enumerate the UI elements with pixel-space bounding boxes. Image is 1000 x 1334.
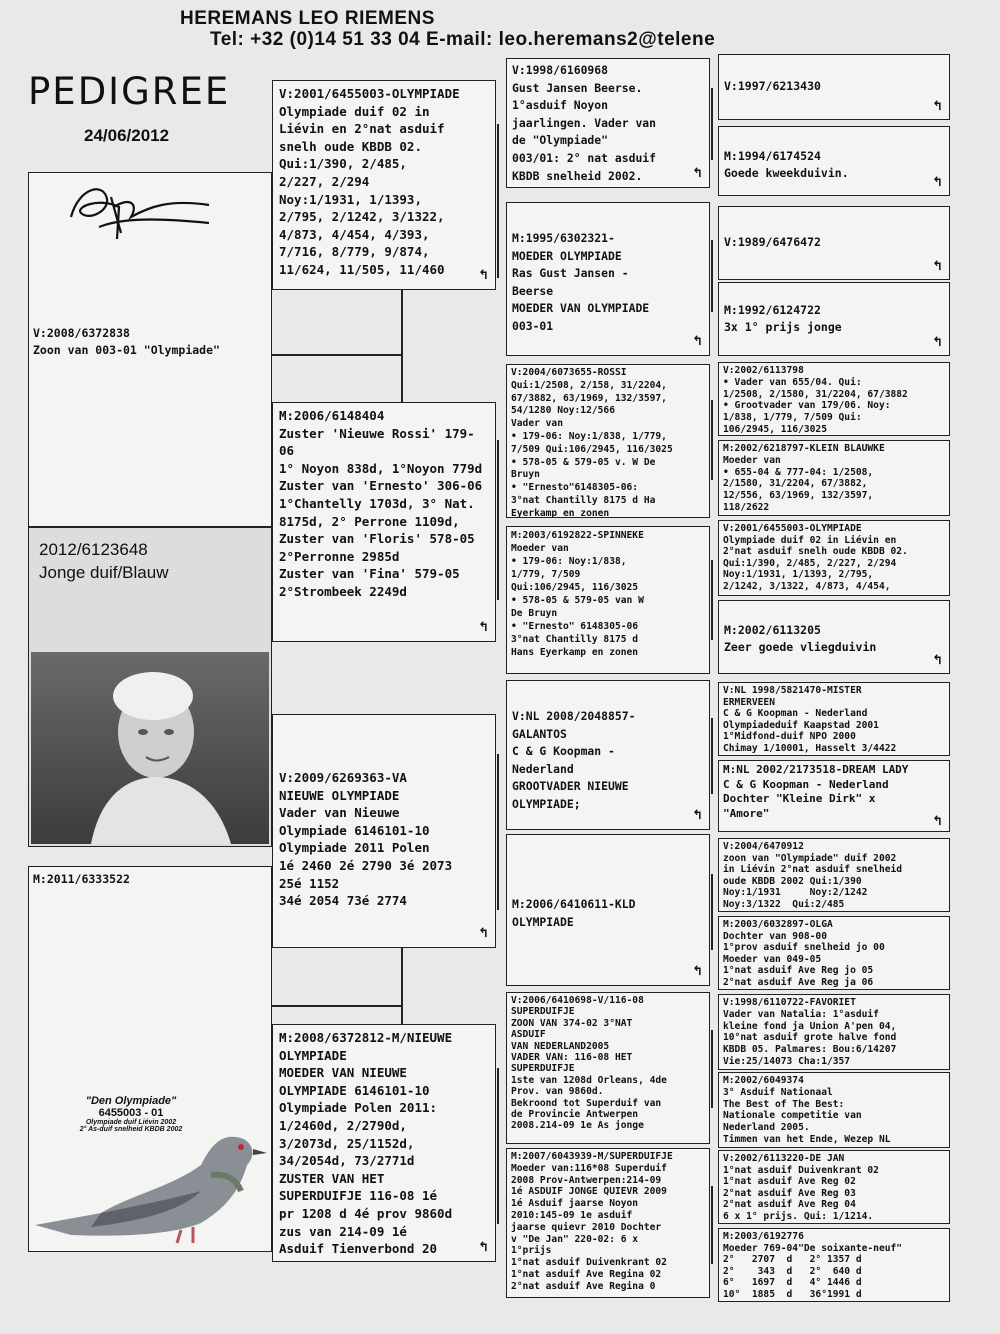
gen4-text-10: M:NL 2002/2173518-DREAM LADY C & G Koopman - Nederland Dochter "Kleine Dirk" x "Amore" — [723, 763, 909, 820]
connector-mark: ↰ — [932, 653, 943, 668]
dove-caption-line2: 2° As-duif snelheid KBDB 2002 — [79, 1126, 183, 1133]
gen3-text-4: M:2003/6192822-SPINNEKE Moeder van • 179-06: Noy:1/838, 1/779, 7/509 Qui:106/2945, 116/3025 • 578-05 & 579-05 van W De Bruyn • "Ernesto" 6148305-06 3°nat Chantilly 8175 d Hans Eyerkamp en zonen — [511, 530, 644, 658]
gen3-box-2 — [506, 202, 710, 356]
connector — [497, 440, 499, 600]
connector — [711, 718, 713, 794]
connector-mark: ↰ — [932, 259, 943, 274]
sire-sire-text: V:2001/6455003-OLYMPIADE Olympiade duif 02 in Liévin en 2°nat asduif snelh oude KBDB 02. Qui:1/390, 2/485, 2/227, 2/294 Noy:1/1931, 1/1393, 2/795, 2/1242, 3/1322, 4/873, 4/454, 4/393, 7/716, 8/779, 9/874, 11/624, 11/505, 11/460 — [279, 86, 460, 277]
connector-mark: ↰ — [692, 808, 703, 824]
gen3-text-3: V:2004/6073655-ROSSI Qui:1/2508, 2/158, 31/2204, 67/3882, 63/1969, 132/3597, 54/1280 Noy:12/566 Vader van • 179-06: Noy:1/838, 1/779, 7/509 Qui:106/2945, 116/3025 • 578-05 & 579-05 v. W De Bruyn • "Ernesto"6148305-06: 3°nat Chantilly 8175 d Ha Eyerkamp en zonen — [511, 367, 673, 518]
gen3-box-4 — [506, 526, 710, 674]
dove-illustration — [31, 1095, 271, 1245]
gen3-box-7 — [506, 992, 710, 1144]
gen4-box-1 — [718, 54, 950, 120]
gen3-text-6: M:2006/6410611-KLD OLYMPIADE — [512, 897, 636, 929]
mother-text: M:2011/6333522 — [33, 872, 130, 886]
connector-mark: ↰ — [932, 175, 943, 190]
gen4-text-5: V:2002/6113798 • Vader van 655/04. Qui: 1/2508, 2/1580, 31/2204, 67/3882 • Grootvader van 179/06. Noy: 1/838, 1/779, 7/509 Qui: 106/2945, 116/3025 — [723, 365, 908, 435]
gen4-box-5 — [718, 362, 950, 436]
subject-box — [28, 527, 272, 847]
gen4-box-13 — [718, 994, 950, 1070]
gen4-box-16 — [718, 1228, 950, 1302]
gen4-box-3 — [718, 206, 950, 280]
gen3-text-1: V:1998/6160968 Gust Jansen Beerse. 1°asduif Noyon jaarlingen. Vader van de "Olympiade" 003/01: 2° nat asduif KBDB snelheid 2002. — [512, 63, 657, 183]
gen4-box-7 — [718, 520, 950, 596]
gen4-text-8: M:2002/6113205 Zeer goede vliegduivin — [724, 623, 877, 654]
sire-sire-box — [272, 80, 496, 290]
father-box — [28, 172, 272, 527]
connector — [497, 124, 499, 278]
gen4-box-14 — [718, 1072, 950, 1148]
connector-mark: ↰ — [932, 813, 943, 829]
gen4-text-15: V:2002/6113220-DE JAN 1°nat asduif Duivenkrant 02 1°nat asduif Ave Reg 02 2°nat asduif Ave Reg 03 2°nat asduif Ave Reg 04 6 x 1° prijs. Qui: 1/1214. — [723, 1153, 879, 1222]
connector-mark: ↰ — [478, 268, 489, 284]
gen4-box-10 — [718, 760, 950, 832]
connector — [401, 948, 403, 1024]
connector — [711, 874, 713, 950]
connector-mark: ↰ — [478, 926, 489, 942]
dam-dam-text: M:2008/6372812-M/NIEUWE OLYMPIADE MOEDER VAN NIEUWE OLYMPIADE 6146101-10 Olympiade Polen 2011: 1/2460d, 2/2790d, 3/2073d, 25/1152d, 34/2054d, 73/2771d ZUSTER VAN HET SUPERDUIFJE 116-08 1é pr 1208 d 4é prov 9860d zus van 214-09 1é Asduif Tienverbond 20 — [279, 1030, 453, 1257]
subject-ring: 2012/6123648 — [39, 540, 148, 559]
dove-caption-name: "Den Olympiade" — [85, 1095, 177, 1107]
gen4-text-6: M:2002/6218797-KLEIN BLAUWKE Moeder van • 655-04 & 777-04: 1/2508, 2/1580, 31/2204, 67/3882, 12/556, 63/1969, 132/3597, 118/2622 — [723, 443, 885, 513]
gen4-box-11 — [718, 838, 950, 912]
page-title: PEDIGREE — [28, 70, 231, 113]
gen3-box-3 — [506, 364, 710, 518]
connector-mark: ↰ — [692, 964, 703, 980]
dam-sire-box — [272, 714, 496, 948]
gen4-text-11: V:2004/6470912 zoon van "Olympiade" duif 2002 in Liévin 2°nat asduif snelheid oude KBDB 2002 Qui:1/390 Noy:1/1931 Noy:2/1242 Noy:3/1322 Qui:2/485 — [723, 841, 903, 910]
gen3-box-1 — [506, 58, 710, 188]
sire-dam-text: M:2006/6148404 Zuster 'Nieuwe Rossi' 179- 06 1° Noyon 838d, 1°Noyon 779d Zuster van 'Ernesto' 306-06 1°Chantelly 1703d, 3° Nat. 8175d, 2° Perrone 1109d, Zuster van 'Floris' 578-05 2°Perronne 2985d Zuster van 'Fina' 579-05 2°Strombeek 2249d — [279, 408, 483, 599]
gen4-box-12 — [718, 916, 950, 990]
gen4-text-13: V:1998/6110722-FAVORIET Vader van Natalia: 1°asduif kleine fond ja Union A'pen 04, 10°nat asduif grote halve fond KBDB 05. Palmares: Bou:6/14207 Vie:25/14073 Cha:1/357 — [723, 997, 897, 1067]
connector-mark: ↰ — [932, 335, 943, 350]
connector — [272, 354, 402, 356]
gen4-text-4: M:1992/6124722 3x 1° prijs jonge — [724, 303, 842, 334]
gen4-text-16: M:2003/6192776 Moeder 769-04"De soixante-neuf" 2° 2707 d 2° 1357 d 2° 343 d 2° 640 d 6° 1697 d 4° 1446 d 10° 1885 d 36°1991 d — [723, 1231, 903, 1300]
gen4-box-6 — [718, 440, 950, 516]
connector — [272, 1005, 402, 1007]
breeder-contact-line: Tel: +32 (0)14 51 33 04 E-mail: leo.heremans2@telene — [210, 29, 716, 50]
gen3-box-8 — [506, 1148, 710, 1298]
connector-mark: ↰ — [478, 620, 489, 636]
gen3-box-6 — [506, 834, 710, 986]
gen4-text-7: V:2001/6455003-OLYMPIADE Olympiade duif 02 in Liévin en 2°nat asduif snelh oude KBDB 02. Qui:1/390, 2/485, 2/227, 2/294 Noy:1/1931, 1/1393, 2/795, 2/1242, 3/1322, 4/873, 4/454, — [723, 523, 908, 592]
gen3-box-5 — [506, 680, 710, 830]
signature — [59, 177, 229, 247]
connector-mark: ↰ — [932, 99, 943, 114]
gen4-text-12: M:2003/6032897-OLGA Dochter van 908-00 1°prov asduif snelheid jo 00 Moeder van 049-05 1°nat asduif Ave Reg jo 05 2°nat asduif Ave Reg ja 06 — [723, 919, 885, 988]
gen4-box-4 — [718, 282, 950, 356]
mother-box — [28, 866, 272, 1252]
connector — [497, 754, 499, 910]
gen4-text-3: V:1989/6476472 — [724, 235, 821, 249]
gen3-text-8: M:2007/6043939-M/SUPERDUIFJE Moeder van:116*08 Superduif 2008 Prov-Antwerpen:214-09 1é ASDUIF JONGE QUIEVR 2009 1é Asduif jaarse Noyon 2010:145-09 1e asduif jaarse quievr 2010 Dochter v "De Jan" 220-02: 6 x 1°prijs 1°nat asduif Duivenkrant 02 1°nat asduif Ave Regina 02 2°nat asduif Ave Regina 0 — [511, 1151, 673, 1292]
dam-dam-box — [272, 1024, 496, 1262]
father-text: V:2008/6372838 Zoon van 003-01 "Olympiade" — [33, 326, 220, 357]
connector — [711, 1186, 713, 1264]
gen3-text-7: V:2006/6410698-V/116-08 SUPERDUIFJE ZOON VAN 374-02 3°NAT ASDUIF VAN NEDERLAND2005 VADER VAN: 116-08 HET SUPERDUIFJE 1ste van 1208d Orleans, 4de Prov. van 9860d. Bekroond tot Superduif van de Provincie Antwerpen 2008.214-09 1e As jonge — [511, 995, 667, 1132]
connector — [711, 88, 713, 160]
breeder-photo — [31, 652, 269, 844]
sire-dam-box — [272, 402, 496, 642]
connector — [711, 240, 713, 312]
gen4-text-1: V:1997/6213430 — [724, 79, 821, 93]
gen4-text-2: M:1994/6174524 Goede kweekduivin. — [724, 149, 849, 180]
gen4-box-9 — [718, 682, 950, 756]
connector — [711, 1030, 713, 1108]
gen4-box-2 — [718, 126, 950, 196]
connector-mark: ↰ — [478, 1240, 489, 1256]
subject-description: Jonge duif/Blauw — [39, 563, 169, 582]
dove-caption-ring: 6455003 - 01 — [98, 1107, 164, 1119]
connector — [401, 290, 403, 402]
gen4-box-8 — [718, 600, 950, 674]
breeder-name-line: HEREMANS LEO RIEMENS — [180, 8, 435, 29]
pedigree-date: 24/06/2012 — [84, 126, 170, 145]
gen3-text-5: V:NL 2008/2048857- GALANTOS C & G Koopman - Nederland GROOTVADER NIEUWE OLYMPIADE; — [512, 709, 636, 811]
connector — [711, 400, 713, 480]
connector — [497, 1068, 499, 1224]
gen4-text-9: V:NL 1998/5821470-MISTER ERMERVEEN C & G Koopman - Nederland Olympiadeduif Kaapstad 2001 1°Midfond-duif NPO 2000 Chimay 1/10001, Hasselt 3/4422 — [723, 685, 897, 754]
connector-mark: ↰ — [692, 166, 703, 182]
dove-caption-line1: Olympiade duif Liévin 2002 — [85, 1119, 177, 1126]
gen3-text-2: M:1995/6302321- MOEDER OLYMPIADE Ras Gust Jansen - Beerse MOEDER VAN OLYMPIADE 003-01 — [512, 231, 650, 333]
gen4-text-14: M:2002/6049374 3° Asduif Nationaal The Best of The Best: Nationale competitie van Nederland 2005. Timmen van het Ende, Wezep NL — [723, 1075, 891, 1145]
connector-mark: ↰ — [692, 334, 703, 350]
dam-sire-text: V:2009/6269363-VA NIEUWE OLYMPIADE Vader van Nieuwe Olympiade 6146101-10 Olympiade 2011 Polen 1é 2460 2é 2790 3é 2073 25é 1152 34é 2054 73é 2774 — [279, 770, 453, 909]
gen4-box-15 — [718, 1150, 950, 1224]
connector — [711, 560, 713, 640]
